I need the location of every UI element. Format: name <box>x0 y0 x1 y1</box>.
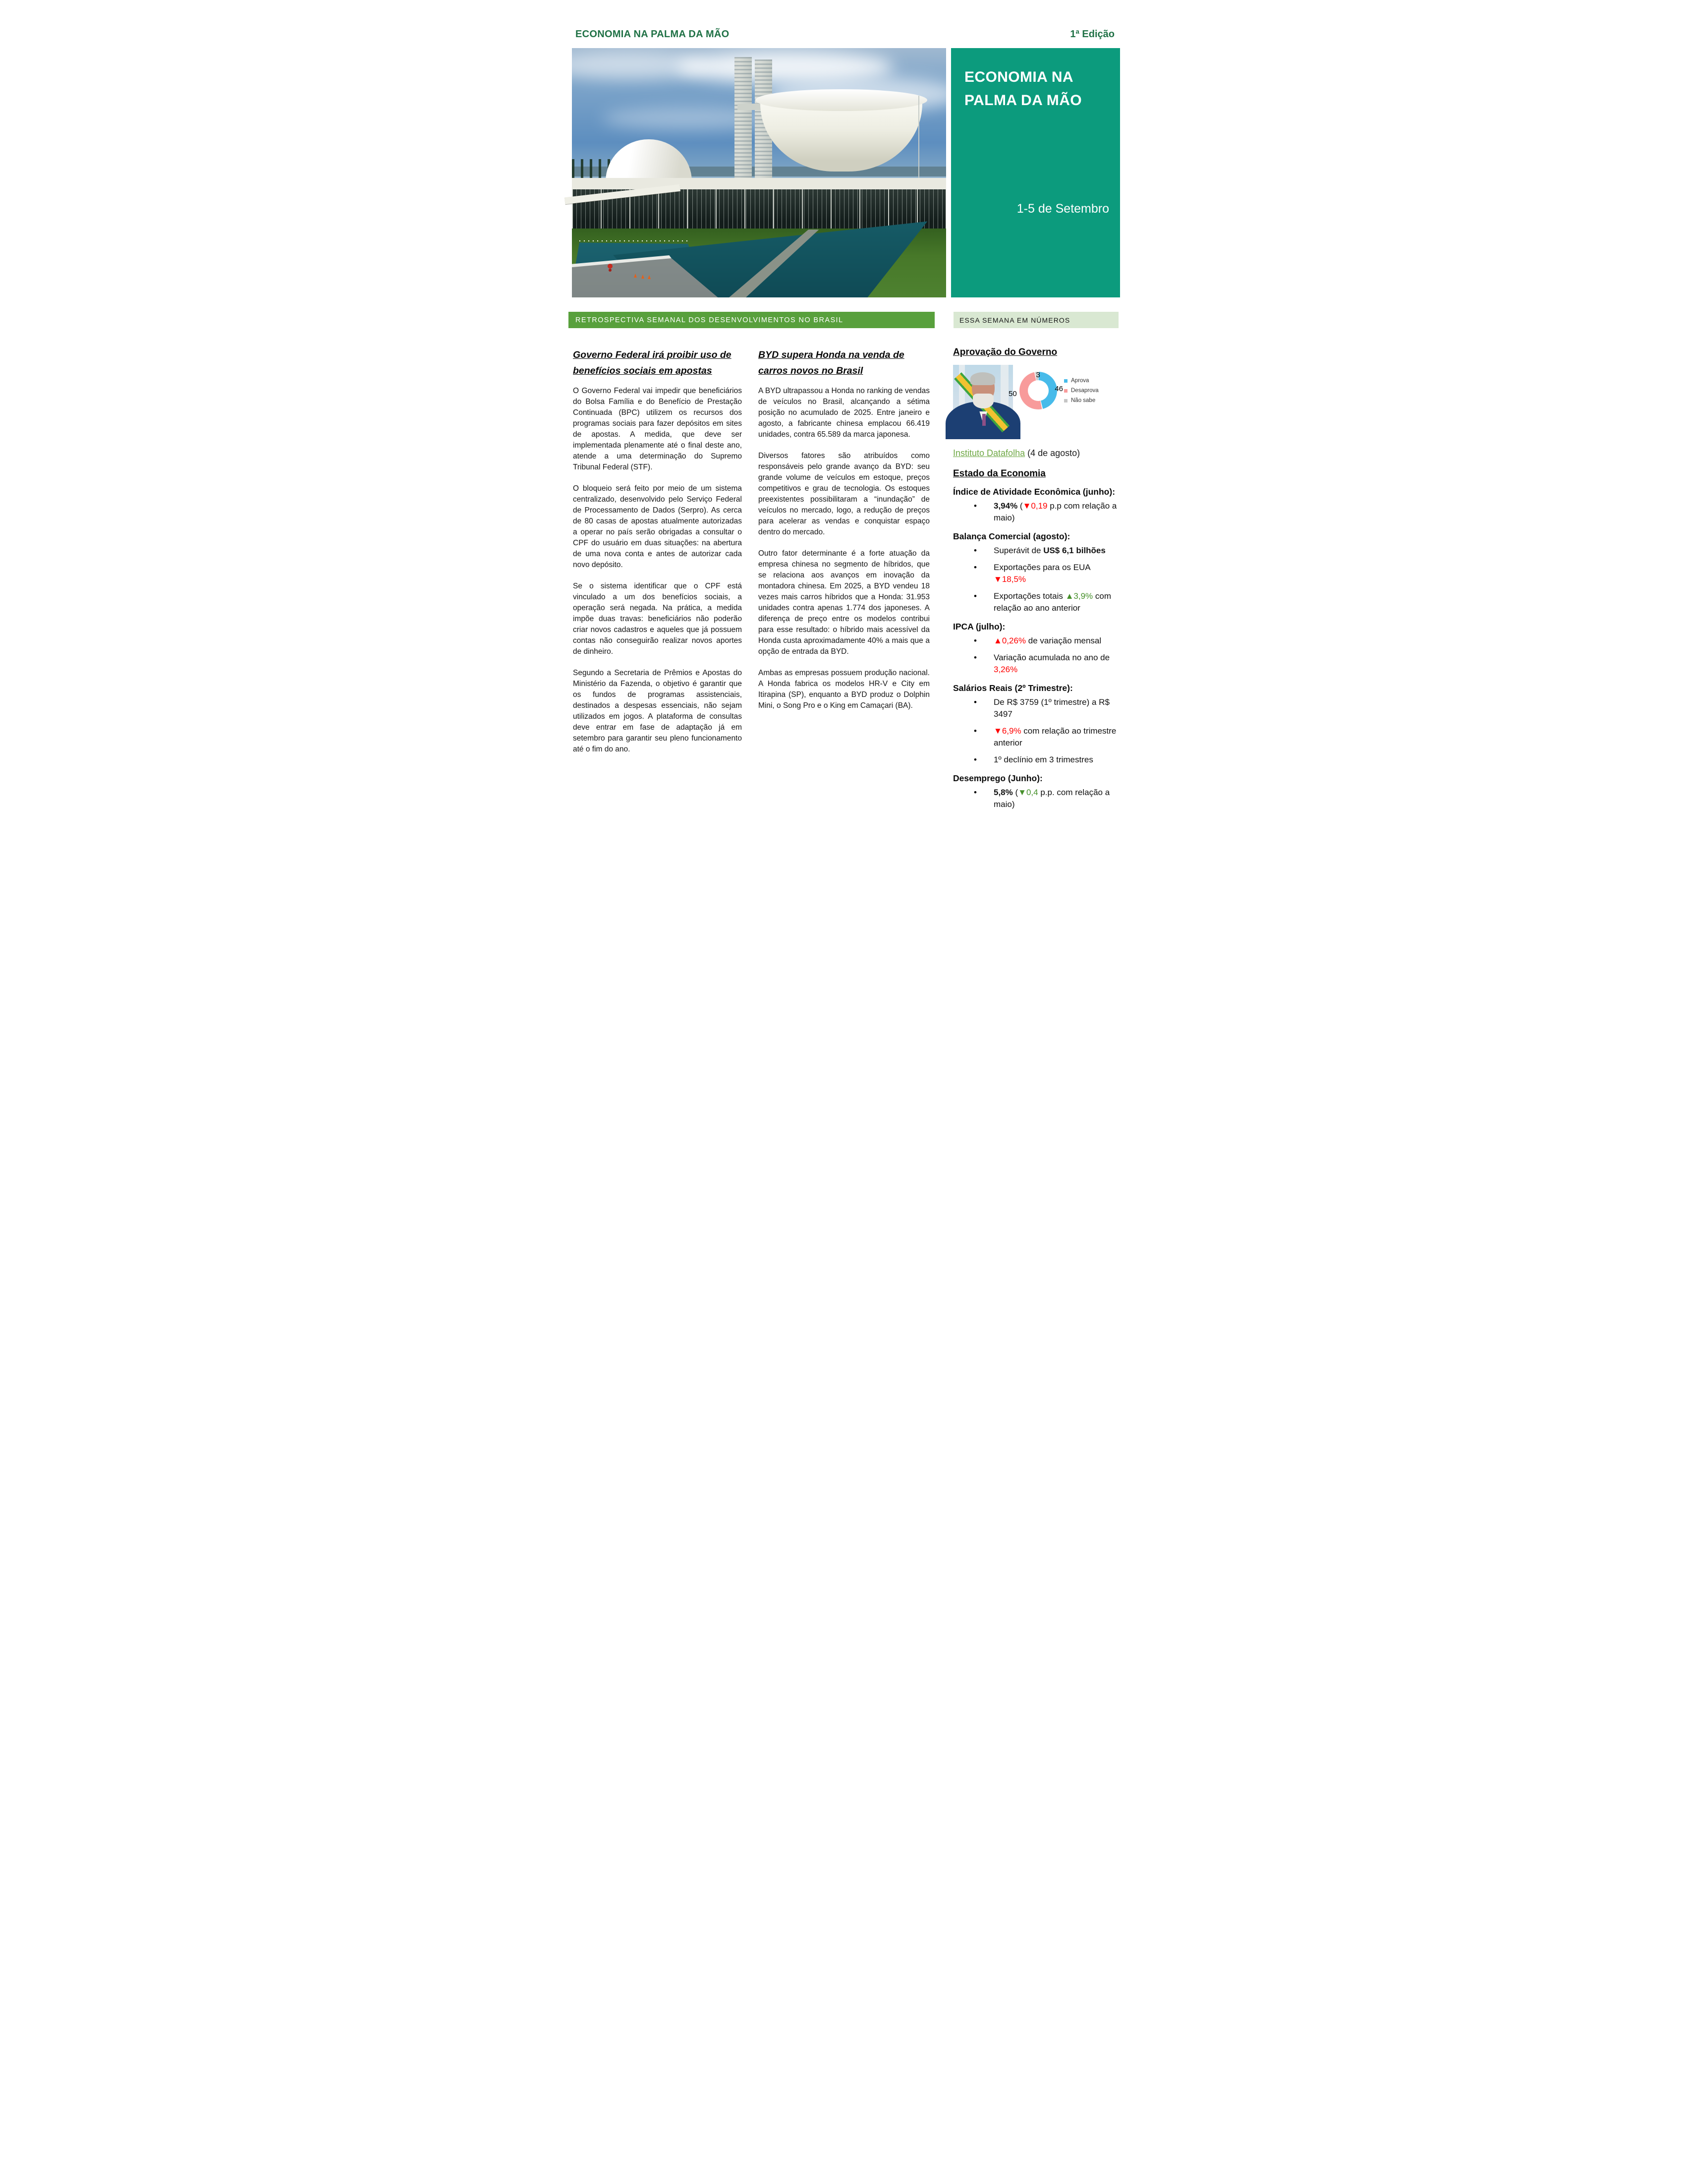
chamber-bowl <box>755 89 927 174</box>
banner-week-in-numbers: ESSA SEMANA EM NÚMEROS <box>954 312 1119 328</box>
article-paragraph: Outro fator determinante é a forte atuação da empresa chinesa no segmento de híbridos, que se relaciona aos avanços em inovação da montadora chinesa. Em 2025, a BYD vendeu 18 vezes mais carros híbridos que a Honda: 31.953 unidades contra apenas 1.774 dos japoneses. A diferença de preço entre os modelos contribui para esse resultado: o híbrido mais acessível da Honda custa aproximadamente 40% a mais que a opção de entrada da BYD. <box>758 549 930 656</box>
president-photo <box>953 365 1013 437</box>
economy-section-heading: Balança Comercial (agosto): <box>953 531 1070 541</box>
approval-heading: Aprovação do Governo <box>953 347 1058 357</box>
economy-section-heading: Índice de Atividade Econômica (junho): <box>953 487 1116 497</box>
article-paragraph: O bloqueio será feito por meio de um sistema centralizado, desenvolvido pelo Serviço Federal de Processamento de Dados (Serpro). As cerca de 80 casas de apostas atualmente autorizadas a operar no país serão obrigadas a consultar o CPF do usuário em duas situações: na abertura de uma nova conta e antes de autorizar cada novo depósito. <box>573 484 742 570</box>
source-date: (4 de agosto) <box>1025 448 1080 458</box>
economy-section-heading: Salários Reais (2º Trimestre): <box>953 683 1073 693</box>
hero-box <box>951 48 1120 297</box>
article-title: Governo Federal irá proibir uso de benefícios sociais em apostas <box>573 349 731 377</box>
fence-posts <box>579 240 688 241</box>
traffic-cone <box>641 275 644 279</box>
economy-heading: Estado da Economia <box>953 468 1046 479</box>
article-column-2 <box>758 347 930 722</box>
donut-label-nao-sabe: 3 <box>1036 371 1040 379</box>
article-column-1 <box>573 347 742 765</box>
red-umbrella-cart <box>608 264 613 269</box>
legend-label: Desaprova <box>1071 388 1099 394</box>
economy-bullet: • ▼6,9% com relação ao trimestre anterior <box>973 725 1121 749</box>
economy-bullet: • Exportações totais ▲3,9% com relação ao ano anterior <box>973 590 1121 614</box>
sidebar-week-in-numbers <box>953 347 1121 815</box>
economy-bullet: • 1º declínio em 3 trimestres <box>973 754 1121 766</box>
legend-item <box>1064 378 1099 384</box>
edition-label: 1ª Edição <box>1070 29 1115 40</box>
hero-title-line2: PALMA DA MÃO <box>964 92 1082 109</box>
legend-swatch-icon <box>1064 379 1068 383</box>
article-paragraph: Diversos fatores são atribuídos como responsáveis pelo grande avanço da BYD: seu grande volume de veículos em estoque, preços competitivos e grau de tecnologia. Os estoques preexistentes possibilitaram a “inundação” de veículos no mercado, logo, a redução de preços para acelerar as vendas e conquistar espaço dentro do mercado. <box>758 452 930 537</box>
article-paragraph: Se o sistema identificar que o CPF está vinculado a um dos benefícios sociais, a operação será negada. Na prática, a medida impõe duas travas: beneficiários não poderão criar novos cadastros e aqueles que já possuem contas não conseguirão realizar novos aportes de dinheiro. <box>573 582 742 656</box>
article-paragraph: Ambas as empresas possuem produção nacional. A Honda fabrica os modelos HR-V e City em Itirapina (SP), enquanto a BYD produz o Dolphin Mini, o Song Pro e o King em Camaçari (BA). <box>758 669 930 710</box>
legend-label: Não sabe <box>1071 398 1096 403</box>
article-paragraph: O Governo Federal vai impedir que beneficiários do Bolsa Família e do Benefício de Prestação Continuada (BPC) utilizem os recursos dos programas sociais para fazer depósitos em sites de apostas. A medida, que deve ser implementada plenamente até o final deste ano, atende a uma determinação do Supremo Tribunal Federal (STF). <box>573 387 742 472</box>
economy-bullet-list <box>953 696 1121 766</box>
source-line <box>953 448 1121 459</box>
roof-esplanade <box>572 178 946 189</box>
economy-section-heading: Desemprego (Junho): <box>953 773 1043 783</box>
legend-label: Aprova <box>1071 378 1089 384</box>
article-paragraph: A BYD ultrapassou a Honda no ranking de vendas de veículos no Brasil, alcançando a sétima posição no acumulado de 2025. Entre janeiro e agosto, a fabricante chinesa emplacou 66.419 unidades, contra 65.589 da marca japonesa. <box>758 387 930 439</box>
economy-bullet: • Variação acumulada no ano de 3,26% <box>973 652 1121 676</box>
economy-bullet: • De R$ 3759 (1º trimestre) a R$ 3497 <box>973 696 1121 720</box>
chart-legend <box>1064 378 1099 407</box>
economy-bullet-list <box>953 787 1121 810</box>
economy-sections <box>953 487 1121 810</box>
economy-bullet-list <box>953 545 1121 614</box>
donut-label-aprova: 46 <box>1055 384 1063 393</box>
economy-bullet: • Exportações para os EUA ▼18,5% <box>973 562 1121 585</box>
tower <box>734 57 752 180</box>
economy-bullet: • ▲0,26% de variação mensal <box>973 635 1121 647</box>
donut-label-desaprova: 50 <box>1009 390 1017 399</box>
traffic-cone <box>634 274 637 278</box>
legend-swatch-icon <box>1064 399 1068 402</box>
article-paragraph: Segundo a Secretaria de Prêmios e Apostas do Ministério da Fazenda, o objetivo é garantir que os fundos de programas assistenciais, destinados a despesas essenciais, não sejam utilizados em jogos. A plataforma de consultas deve entrar em fase de adaptação já em setembro para garantir seu pleno funcionamento até o fim do ano. <box>573 669 742 754</box>
newsletter-page <box>546 0 1140 809</box>
masthead-title: ECONOMIA NA PALMA DA MÃO <box>575 29 730 40</box>
approval-figure <box>953 365 1121 443</box>
traffic-cone <box>648 275 651 279</box>
legend-item <box>1064 388 1099 394</box>
hero-title-line1: ECONOMIA NA <box>964 69 1073 85</box>
donut-hole <box>1028 380 1049 401</box>
datafolha-link[interactable]: Instituto Datafolha <box>953 448 1025 458</box>
hero-title <box>964 66 1112 112</box>
legend-item <box>1064 398 1099 403</box>
cloud <box>550 52 707 79</box>
senate-dome <box>606 139 692 182</box>
article-body <box>573 386 742 755</box>
article-body <box>758 386 930 711</box>
congress-photo <box>572 48 946 297</box>
article-title: BYD supera Honda na venda de carros novos no Brasil <box>758 349 904 377</box>
hero-date-range: 1-5 de Setembro <box>1016 202 1109 216</box>
economy-bullet-list <box>953 635 1121 676</box>
economy-bullet: • Superávit de US$ 6,1 bilhões <box>973 545 1121 557</box>
banner-weekly-retrospective: RETROSPECTIVA SEMANAL DOS DESENVOLVIMENTOS NO BRASIL <box>568 312 935 328</box>
legend-swatch-icon <box>1064 389 1068 393</box>
approval-donut-chart <box>1009 371 1063 409</box>
flagpole <box>918 96 919 183</box>
economy-bullet: • 3,94% (▼0,19 p.p com relação a maio) <box>973 500 1121 524</box>
economy-bullet-list <box>953 500 1121 524</box>
economy-section-heading: IPCA (julho): <box>953 622 1006 632</box>
economy-bullet: • 5,8% (▼0,4 p.p. com relação a maio) <box>973 787 1121 810</box>
